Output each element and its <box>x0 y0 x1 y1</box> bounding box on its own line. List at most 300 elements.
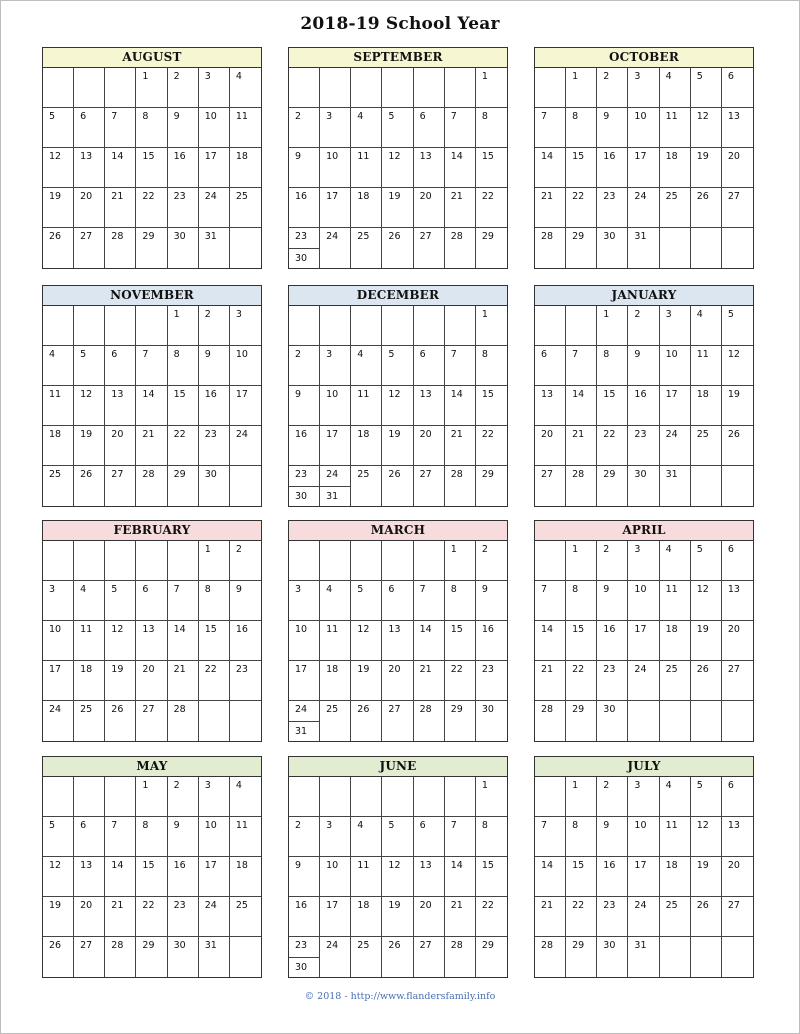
day-cell[interactable] <box>566 621 597 661</box>
day-cell[interactable] <box>230 386 261 426</box>
day-cell[interactable] <box>691 541 722 581</box>
day-cell[interactable] <box>230 228 261 268</box>
day-cell[interactable] <box>535 426 566 466</box>
day-cell[interactable] <box>136 661 167 701</box>
day-cell[interactable] <box>628 466 659 506</box>
day-cell[interactable] <box>382 386 413 426</box>
day-cell[interactable] <box>43 148 74 188</box>
day-cell[interactable] <box>566 228 597 268</box>
day-cell[interactable] <box>351 426 382 466</box>
day-cell[interactable] <box>320 661 351 701</box>
day-cell[interactable] <box>136 68 167 108</box>
day-cell[interactable] <box>722 386 753 426</box>
day-cell[interactable] <box>74 937 105 977</box>
day-cell[interactable] <box>351 777 382 817</box>
day-cell[interactable] <box>74 346 105 386</box>
day-cell[interactable] <box>382 148 413 188</box>
day-cell[interactable] <box>660 386 691 426</box>
day-cell[interactable] <box>660 346 691 386</box>
day-cell[interactable] <box>43 108 74 148</box>
day-cell[interactable] <box>445 228 476 268</box>
day-cell[interactable] <box>597 937 628 977</box>
day-cell[interactable] <box>660 701 691 741</box>
day-cell[interactable] <box>691 581 722 621</box>
day-cell[interactable] <box>628 108 659 148</box>
day-cell[interactable] <box>230 581 261 621</box>
day-cell[interactable] <box>105 228 136 268</box>
day-cell[interactable] <box>289 148 320 188</box>
day-cell[interactable] <box>230 188 261 228</box>
day-cell[interactable] <box>445 581 476 621</box>
day-cell[interactable] <box>351 228 382 268</box>
day-cell[interactable] <box>445 621 476 661</box>
day-cell[interactable] <box>597 541 628 581</box>
day-cell[interactable] <box>289 581 320 621</box>
day-cell[interactable] <box>691 188 722 228</box>
day-cell[interactable] <box>722 346 753 386</box>
day-cell[interactable] <box>535 701 566 741</box>
day-cell[interactable] <box>382 426 413 466</box>
day-cell[interactable] <box>535 108 566 148</box>
day-cell[interactable] <box>535 68 566 108</box>
day-cell[interactable] <box>105 817 136 857</box>
day-cell[interactable] <box>414 346 445 386</box>
day-cell[interactable] <box>628 701 659 741</box>
day-cell[interactable] <box>43 466 74 506</box>
day-cell[interactable] <box>289 661 320 701</box>
day-cell[interactable] <box>43 68 74 108</box>
day-cell[interactable] <box>476 897 507 937</box>
day-cell[interactable] <box>289 777 320 817</box>
day-cell[interactable] <box>566 777 597 817</box>
day-cell[interactable] <box>476 148 507 188</box>
day-cell[interactable] <box>289 386 320 426</box>
day-cell[interactable] <box>476 346 507 386</box>
day-cell[interactable] <box>230 541 261 581</box>
day-cell[interactable] <box>535 346 566 386</box>
day-cell[interactable] <box>289 228 320 268</box>
day-cell[interactable] <box>445 148 476 188</box>
day-cell[interactable] <box>320 148 351 188</box>
day-cell[interactable] <box>382 228 413 268</box>
day-cell[interactable] <box>628 661 659 701</box>
day-cell[interactable] <box>566 108 597 148</box>
day-cell[interactable] <box>74 306 105 346</box>
day-cell[interactable] <box>351 857 382 897</box>
day-cell[interactable] <box>43 306 74 346</box>
day-cell[interactable] <box>382 541 413 581</box>
day-cell[interactable] <box>168 857 199 897</box>
day-cell[interactable] <box>351 386 382 426</box>
day-cell[interactable] <box>691 937 722 977</box>
day-cell[interactable] <box>445 777 476 817</box>
day-cell[interactable] <box>445 466 476 506</box>
day-cell[interactable] <box>382 466 413 506</box>
day-cell[interactable] <box>476 188 507 228</box>
day-cell[interactable] <box>597 426 628 466</box>
day-cell[interactable] <box>230 306 261 346</box>
day-cell[interactable] <box>566 701 597 741</box>
day-cell[interactable] <box>382 777 413 817</box>
day-cell[interactable] <box>289 857 320 897</box>
day-cell[interactable] <box>74 661 105 701</box>
day-cell[interactable] <box>722 777 753 817</box>
day-cell[interactable] <box>414 581 445 621</box>
day-cell[interactable] <box>74 386 105 426</box>
day-cell[interactable] <box>74 857 105 897</box>
day-cell[interactable] <box>74 466 105 506</box>
day-cell[interactable] <box>476 817 507 857</box>
day-cell[interactable] <box>289 541 320 581</box>
day-cell[interactable] <box>168 937 199 977</box>
day-cell[interactable] <box>168 541 199 581</box>
day-cell[interactable] <box>199 386 230 426</box>
day-cell[interactable] <box>566 541 597 581</box>
day-cell[interactable] <box>105 386 136 426</box>
day-cell[interactable] <box>199 306 230 346</box>
day-cell[interactable] <box>105 108 136 148</box>
day-cell[interactable] <box>597 701 628 741</box>
day-cell[interactable] <box>105 68 136 108</box>
day-cell[interactable] <box>566 661 597 701</box>
day-cell[interactable] <box>660 817 691 857</box>
day-cell[interactable] <box>199 466 230 506</box>
day-cell[interactable] <box>691 817 722 857</box>
day-cell[interactable] <box>597 346 628 386</box>
day-cell[interactable] <box>199 228 230 268</box>
day-cell[interactable] <box>566 426 597 466</box>
day-cell[interactable] <box>660 581 691 621</box>
day-cell[interactable] <box>105 148 136 188</box>
day-cell[interactable] <box>628 346 659 386</box>
day-cell[interactable] <box>722 228 753 268</box>
day-cell[interactable] <box>628 857 659 897</box>
day-cell[interactable] <box>628 937 659 977</box>
day-cell[interactable] <box>691 426 722 466</box>
day-cell[interactable] <box>414 108 445 148</box>
day-cell[interactable] <box>722 306 753 346</box>
day-cell[interactable] <box>691 701 722 741</box>
day-cell[interactable] <box>660 661 691 701</box>
day-cell[interactable] <box>566 937 597 977</box>
day-cell[interactable] <box>105 306 136 346</box>
day-cell[interactable] <box>43 817 74 857</box>
day-cell[interactable] <box>230 621 261 661</box>
day-cell[interactable] <box>43 661 74 701</box>
day-cell[interactable] <box>199 541 230 581</box>
day-cell[interactable] <box>105 701 136 741</box>
day-cell[interactable] <box>535 817 566 857</box>
day-cell[interactable] <box>566 148 597 188</box>
day-cell[interactable] <box>230 426 261 466</box>
day-cell[interactable] <box>74 148 105 188</box>
day-cell[interactable] <box>136 897 167 937</box>
day-cell[interactable] <box>445 346 476 386</box>
day-cell[interactable] <box>722 621 753 661</box>
day-cell[interactable] <box>722 541 753 581</box>
day-cell[interactable] <box>414 897 445 937</box>
day-cell[interactable] <box>445 661 476 701</box>
day-cell[interactable] <box>722 68 753 108</box>
day-cell[interactable] <box>476 777 507 817</box>
day-cell[interactable] <box>105 581 136 621</box>
day-cell[interactable] <box>660 541 691 581</box>
day-cell[interactable] <box>351 937 382 977</box>
day-cell[interactable] <box>445 386 476 426</box>
day-cell[interactable] <box>660 148 691 188</box>
day-cell[interactable] <box>660 621 691 661</box>
day-cell[interactable] <box>722 937 753 977</box>
day-cell[interactable] <box>351 897 382 937</box>
day-cell[interactable] <box>199 857 230 897</box>
day-cell[interactable] <box>476 386 507 426</box>
day-cell[interactable] <box>199 621 230 661</box>
day-cell[interactable] <box>136 346 167 386</box>
day-cell[interactable] <box>566 68 597 108</box>
day-cell[interactable] <box>230 937 261 977</box>
day-cell[interactable] <box>230 701 261 741</box>
day-cell[interactable] <box>691 857 722 897</box>
day-cell[interactable] <box>105 937 136 977</box>
day-cell[interactable] <box>535 541 566 581</box>
day-cell[interactable] <box>597 68 628 108</box>
day-cell[interactable] <box>43 346 74 386</box>
day-cell[interactable] <box>414 228 445 268</box>
day-cell[interactable] <box>414 701 445 741</box>
day-cell[interactable] <box>74 581 105 621</box>
day-cell[interactable] <box>105 661 136 701</box>
day-cell[interactable] <box>168 777 199 817</box>
day-cell[interactable] <box>289 306 320 346</box>
day-cell[interactable] <box>722 857 753 897</box>
day-cell[interactable] <box>351 661 382 701</box>
day-cell[interactable] <box>351 541 382 581</box>
day-cell[interactable] <box>168 228 199 268</box>
day-cell[interactable] <box>320 701 351 741</box>
day-cell[interactable] <box>320 68 351 108</box>
day-cell[interactable] <box>289 897 320 937</box>
day-cell[interactable] <box>168 346 199 386</box>
day-cell[interactable] <box>691 661 722 701</box>
day-cell[interactable] <box>628 541 659 581</box>
day-cell[interactable] <box>535 148 566 188</box>
day-cell[interactable] <box>136 426 167 466</box>
day-cell[interactable] <box>320 777 351 817</box>
day-cell[interactable] <box>722 188 753 228</box>
day-cell[interactable] <box>136 581 167 621</box>
day-cell[interactable] <box>445 108 476 148</box>
day-cell[interactable] <box>476 108 507 148</box>
day-cell[interactable] <box>136 306 167 346</box>
day-cell[interactable] <box>722 148 753 188</box>
day-cell[interactable] <box>136 188 167 228</box>
day-cell[interactable] <box>289 108 320 148</box>
day-cell[interactable] <box>199 661 230 701</box>
day-cell[interactable] <box>230 68 261 108</box>
day-cell[interactable] <box>230 897 261 937</box>
day-cell[interactable] <box>320 426 351 466</box>
day-cell[interactable] <box>722 817 753 857</box>
day-cell[interactable] <box>351 68 382 108</box>
day-cell[interactable] <box>230 857 261 897</box>
day-cell[interactable] <box>382 306 413 346</box>
day-cell[interactable] <box>168 68 199 108</box>
day-cell[interactable] <box>476 306 507 346</box>
day-cell[interactable] <box>168 108 199 148</box>
day-cell[interactable] <box>660 426 691 466</box>
day-cell[interactable] <box>414 188 445 228</box>
day-cell[interactable] <box>476 937 507 977</box>
day-cell[interactable] <box>136 937 167 977</box>
day-cell[interactable] <box>566 466 597 506</box>
day-cell[interactable] <box>691 68 722 108</box>
day-cell[interactable] <box>535 777 566 817</box>
day-cell[interactable] <box>628 306 659 346</box>
day-cell[interactable] <box>168 581 199 621</box>
day-cell[interactable] <box>535 621 566 661</box>
day-cell[interactable] <box>43 541 74 581</box>
day-cell[interactable] <box>566 817 597 857</box>
day-cell[interactable] <box>289 937 320 977</box>
day-cell[interactable] <box>597 581 628 621</box>
day-cell[interactable] <box>199 817 230 857</box>
day-cell[interactable] <box>199 897 230 937</box>
day-cell[interactable] <box>105 346 136 386</box>
day-cell[interactable] <box>136 108 167 148</box>
day-cell[interactable] <box>476 857 507 897</box>
day-cell[interactable] <box>74 228 105 268</box>
day-cell[interactable] <box>628 386 659 426</box>
day-cell[interactable] <box>660 228 691 268</box>
day-cell[interactable] <box>43 228 74 268</box>
footer-credit[interactable]: © 2018 - http://www.flandersfamily.info <box>304 991 496 1002</box>
day-cell[interactable] <box>445 857 476 897</box>
day-cell[interactable] <box>597 466 628 506</box>
day-cell[interactable] <box>414 306 445 346</box>
day-cell[interactable] <box>597 897 628 937</box>
day-cell[interactable] <box>476 621 507 661</box>
day-cell[interactable] <box>136 817 167 857</box>
day-cell[interactable] <box>199 346 230 386</box>
day-cell[interactable] <box>628 228 659 268</box>
day-cell[interactable] <box>43 426 74 466</box>
day-cell[interactable] <box>74 777 105 817</box>
day-cell[interactable] <box>230 466 261 506</box>
day-cell[interactable] <box>320 108 351 148</box>
day-cell[interactable] <box>660 466 691 506</box>
day-cell[interactable] <box>320 857 351 897</box>
day-cell[interactable] <box>351 188 382 228</box>
day-cell[interactable] <box>535 228 566 268</box>
day-cell[interactable] <box>597 306 628 346</box>
day-cell[interactable] <box>382 857 413 897</box>
day-cell[interactable] <box>199 108 230 148</box>
day-cell[interactable] <box>74 897 105 937</box>
day-cell[interactable] <box>660 306 691 346</box>
day-cell[interactable] <box>74 817 105 857</box>
day-cell[interactable] <box>289 701 320 741</box>
day-cell[interactable] <box>43 897 74 937</box>
day-cell[interactable] <box>43 581 74 621</box>
day-cell[interactable] <box>382 621 413 661</box>
day-cell[interactable] <box>597 108 628 148</box>
day-cell[interactable] <box>136 857 167 897</box>
day-cell[interactable] <box>660 777 691 817</box>
day-cell[interactable] <box>168 426 199 466</box>
day-cell[interactable] <box>660 937 691 977</box>
day-cell[interactable] <box>476 68 507 108</box>
day-cell[interactable] <box>289 426 320 466</box>
day-cell[interactable] <box>722 661 753 701</box>
day-cell[interactable] <box>105 857 136 897</box>
day-cell[interactable] <box>535 581 566 621</box>
day-cell[interactable] <box>43 937 74 977</box>
day-cell[interactable] <box>414 386 445 426</box>
day-cell[interactable] <box>445 701 476 741</box>
day-cell[interactable] <box>320 817 351 857</box>
day-cell[interactable] <box>382 108 413 148</box>
day-cell[interactable] <box>199 148 230 188</box>
day-cell[interactable] <box>43 777 74 817</box>
day-cell[interactable] <box>168 701 199 741</box>
day-cell[interactable] <box>168 621 199 661</box>
day-cell[interactable] <box>691 148 722 188</box>
day-cell[interactable] <box>351 306 382 346</box>
day-cell[interactable] <box>628 621 659 661</box>
day-cell[interactable] <box>320 621 351 661</box>
day-cell[interactable] <box>105 466 136 506</box>
day-cell[interactable] <box>414 68 445 108</box>
day-cell[interactable] <box>168 466 199 506</box>
day-cell[interactable] <box>230 777 261 817</box>
day-cell[interactable] <box>566 857 597 897</box>
day-cell[interactable] <box>74 68 105 108</box>
day-cell[interactable] <box>105 777 136 817</box>
day-cell[interactable] <box>597 857 628 897</box>
day-cell[interactable] <box>168 148 199 188</box>
day-cell[interactable] <box>414 541 445 581</box>
day-cell[interactable] <box>722 701 753 741</box>
day-cell[interactable] <box>445 937 476 977</box>
day-cell[interactable] <box>105 426 136 466</box>
day-cell[interactable] <box>535 897 566 937</box>
day-cell[interactable] <box>535 857 566 897</box>
day-cell[interactable] <box>230 148 261 188</box>
day-cell[interactable] <box>535 661 566 701</box>
day-cell[interactable] <box>628 817 659 857</box>
day-cell[interactable] <box>199 581 230 621</box>
day-cell[interactable] <box>566 581 597 621</box>
day-cell[interactable] <box>136 541 167 581</box>
day-cell[interactable] <box>597 228 628 268</box>
day-cell[interactable] <box>74 621 105 661</box>
day-cell[interactable] <box>660 857 691 897</box>
day-cell[interactable] <box>136 621 167 661</box>
day-cell[interactable] <box>136 148 167 188</box>
day-cell[interactable] <box>628 148 659 188</box>
day-cell[interactable] <box>660 897 691 937</box>
day-cell[interactable] <box>566 188 597 228</box>
day-cell[interactable] <box>691 108 722 148</box>
day-cell[interactable] <box>230 346 261 386</box>
day-cell[interactable] <box>691 228 722 268</box>
day-cell[interactable] <box>320 346 351 386</box>
day-cell[interactable] <box>722 897 753 937</box>
day-cell[interactable] <box>660 108 691 148</box>
day-cell[interactable] <box>382 346 413 386</box>
day-cell[interactable] <box>382 937 413 977</box>
day-cell[interactable] <box>535 386 566 426</box>
